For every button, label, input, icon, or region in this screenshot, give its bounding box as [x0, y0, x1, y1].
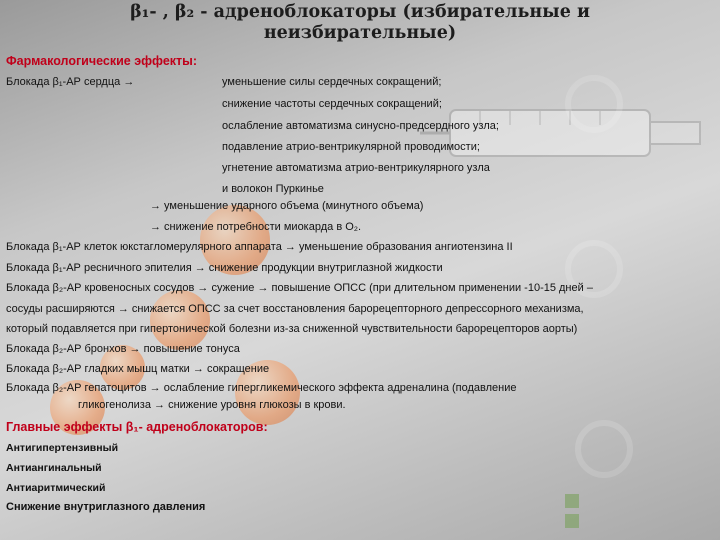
slide-title: [0, 2, 720, 44]
main-effect: Антиангинальный: [6, 462, 102, 474]
stamp-icon: [565, 514, 579, 528]
stamp-icon: [565, 494, 579, 508]
heart-blockade-label: Блокада β₁-АР сердца →: [6, 76, 135, 88]
blockade-line: который подавляется при гипертонической болезни из-за сниженной чувствительности барорецепторов аорты): [6, 323, 578, 335]
heart-effect: угнетение автоматизма атрио-вентрикулярного узла: [222, 162, 490, 174]
section-heading-pharmacological-effects: Фармакологические эффекты:: [6, 54, 197, 68]
section-heading-main-effects: Главные эффекты β₁- адреноблокаторов:: [6, 420, 268, 434]
blockade-line: Блокада β₂-АР гладких мышц матки → сокращение: [6, 363, 270, 375]
main-effect: Антигипертензивный: [6, 442, 119, 454]
heart-effect: подавление атрио-вентрикулярной проводимости;: [222, 141, 480, 153]
footer-watermark: [565, 494, 715, 536]
blockade-line: Блокада β₁-АР клеток юкстагломерулярного аппарата → уменьшение образования ангиотензина II: [6, 241, 513, 253]
blockade-line: сосуды расширяются → снижается ОПСС за счет восстановления барорецепторного депрессорного механизма,: [6, 303, 584, 315]
main-effect: Антиаритмический: [6, 482, 106, 494]
heart-effect: ослабление автоматизма синусно-предсердного узла;: [222, 120, 499, 132]
swirl-icon: [575, 420, 633, 478]
pill-decoration: [150, 290, 210, 350]
title-line-2: неизбирательные): [263, 23, 457, 43]
heart-effect: и волокон Пуркинье: [222, 183, 324, 195]
blockade-line: Блокада β₂-АР гепатоцитов → ослабление гипергликемического эффекта адреналина (подавление: [6, 382, 517, 394]
heart-effect: снижение частоты сердечных сокращений;: [222, 98, 442, 110]
main-effect: Снижение внутриглазного давления: [6, 501, 206, 513]
title-line-1: β₁- , β₂ - адреноблокаторы (избирательные и: [130, 2, 590, 22]
heart-result: → снижение потребности миокарда в О₂.: [150, 221, 362, 233]
heart-result: → уменьшение ударного объема (минутного объема): [150, 200, 424, 212]
heart-effect: уменьшение силы сердечных сокращений;: [222, 76, 442, 88]
blockade-line: Блокада β₂-АР бронхов → повышение тонуса: [6, 343, 240, 355]
swirl-icon: [565, 75, 623, 133]
blockade-line: Блокада β₁-АР ресничного эпителия → снижение продукции внутриглазной жидкости: [6, 262, 443, 274]
blockade-line: гликогенолиза → снижение уровня глюкозы в крови.: [78, 399, 346, 411]
blockade-line: Блокада β₂-АР кровеносных сосудов → сужение → повышение ОПСС (при длительном применении -10-15 дней –: [6, 282, 593, 294]
